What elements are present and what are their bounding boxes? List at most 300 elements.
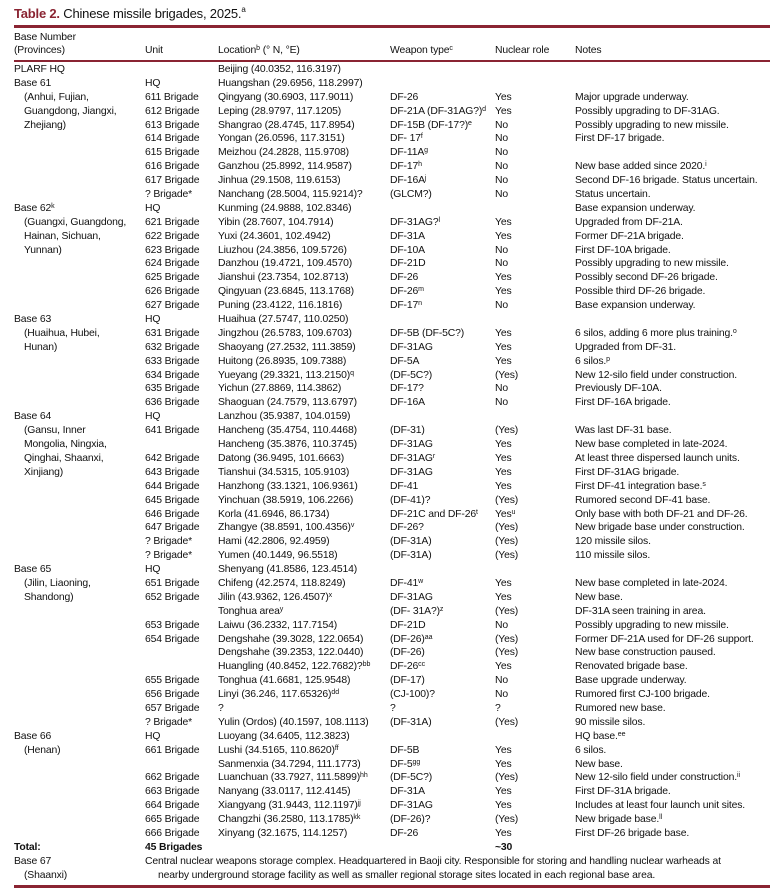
cell-unit [145, 605, 218, 619]
cell-base-number: Xinjiang) [24, 466, 64, 478]
cell-notes: First DF-41 integration base.$^s$ [575, 480, 706, 492]
cell-base-number: Base 67 [14, 855, 52, 867]
cell-nuclear-role: No [495, 244, 508, 256]
cell-unit [145, 646, 218, 660]
cell-base-number: (Guangxi, Guangdong, [24, 216, 127, 228]
cell-unit: 611 Brigade [145, 91, 199, 103]
cell-nuclear-role: Yes [495, 230, 512, 242]
cell-weapon-type: DF-15B (DF-17?)$^e$ [390, 119, 472, 131]
table-row [14, 369, 770, 383]
cell-nuclear-role: Yes [495, 105, 512, 117]
cell-notes: 120 missile silos. [575, 536, 651, 548]
cell-location: Yueyang (29.3321, 113.2150)$^q$ [218, 369, 355, 381]
cell-nuclear-role: Yes [495, 591, 512, 603]
cell-nuclear-role: Yes [495, 758, 512, 770]
cell-nuclear-role: No [495, 147, 508, 159]
cell-location: Beijing (40.0352, 116.3197) [218, 64, 341, 75]
cell-nuclear-role: No [495, 133, 508, 145]
cell-unit: 614 Brigade [145, 133, 200, 145]
cell-weapon-type: DF-26 [390, 91, 419, 103]
cell-spanning-note: nearby underground storage facility as well as smaller regional storage sites located in each regional base area. [158, 869, 656, 881]
cell-notes: DF-31A seen training in area. [575, 605, 706, 617]
cell-notes: Status uncertain. [575, 189, 651, 201]
cell-weapon-type: DF-31AG [390, 439, 433, 451]
table-row [14, 494, 770, 508]
cell-base-number: Base 66 [14, 730, 52, 742]
cell-unit: 621 Brigade [145, 216, 200, 228]
table-row [14, 799, 770, 813]
cell-weapon-type: DF-31AG?$^l$ [390, 216, 441, 228]
cell-unit: 615 Brigade [145, 147, 200, 159]
cell-nuclear-role: No [495, 300, 508, 312]
cell-nuclear-role [495, 313, 575, 327]
cell-notes: Rumored new base. [575, 702, 666, 714]
cell-weapon-type: $DF-31AG^r$ [390, 452, 436, 464]
column-header-base-line2: (Provinces) [14, 45, 65, 56]
cell-nuclear-role: No [495, 175, 508, 187]
cell-notes: First DF-31AG brigade. [575, 466, 680, 478]
cell-weapon-type [390, 841, 495, 855]
cell-nuclear-role: No [495, 258, 508, 270]
cell-unit: 657 Brigade [145, 702, 200, 714]
cell-weapon-type: DF-31AG [390, 800, 433, 812]
table-row [14, 63, 770, 77]
table-row [14, 271, 770, 285]
cell-weapon-type [390, 63, 495, 77]
cell-weapon-type: $DF-16A^j$ [390, 175, 427, 187]
table-row [14, 758, 770, 772]
cell-unit: 664 Brigade [145, 800, 200, 812]
table-row [14, 299, 770, 313]
cell-notes: Rumored second DF-41 base. [575, 494, 711, 506]
column-header-nuclear-role: Nuclear role [495, 45, 550, 56]
cell-unit: HQ [145, 202, 161, 214]
cell-weapon-type: DF-5B (DF-5C?) [390, 327, 465, 339]
cell-nuclear-role [495, 63, 575, 77]
cell-nuclear-role [495, 410, 575, 424]
cell-unit: 652 Brigade [145, 591, 200, 603]
table-row [14, 855, 770, 869]
table-title [14, 4, 770, 25]
cell-unit: 661 Brigade [145, 744, 200, 756]
cell-weapon-type: DF-41 [390, 480, 419, 492]
cell-weapon-type: $DF-26^{cc}$ [390, 661, 426, 673]
cell-unit: 644 Brigade [145, 480, 200, 492]
cell-location: Hancheng (35.3876, 110.3745) [218, 439, 357, 451]
cell-unit: 632 Brigade [145, 341, 200, 353]
cell-notes: New 12-silo field under construction. [575, 369, 737, 381]
cell-base-number [14, 633, 145, 647]
cell-weapon-type: DF-26 [390, 272, 419, 284]
cell-base-number: (Gansu, Inner [24, 425, 86, 437]
cell-nuclear-role: No [495, 189, 508, 201]
cell-notes: Former DF-21A brigade. [575, 230, 684, 242]
cell-notes: New base completed in late-2024. [575, 577, 728, 589]
cell-notes: New brigade base.$^{ll}$ [575, 814, 663, 826]
cell-location: Puning (23.4122, 116.1816) [218, 300, 343, 312]
table-row [14, 91, 770, 105]
cell-base-number [14, 257, 145, 271]
cell-location: Yuxi (24.3601, 102.4942) [218, 230, 331, 242]
cell-weapon-type: DF-41$^w$ [390, 577, 424, 589]
cell-notes: New base added since 2020.$^i$ [575, 161, 707, 173]
cell-location: Huangshan (29.6956, 118.2997) [218, 77, 363, 89]
cell-base-number [14, 813, 145, 827]
table-row [14, 716, 770, 730]
cell-base-number: Base 62$^k$ [14, 202, 55, 214]
cell-nuclear-role: (Yes) [495, 814, 519, 826]
cell-notes: New base. [575, 591, 623, 603]
cell-base-number: (Jilin, Liaoning, [24, 577, 91, 589]
cell-weapon-type: (DF-26) [390, 647, 425, 659]
cell-unit: 636 Brigade [145, 397, 200, 409]
cell-location: Yichun (27.8869, 114.3862) [218, 383, 342, 395]
cell-weapon-type: DF-10A [390, 244, 425, 256]
table-row [14, 452, 770, 466]
cell-notes: First DF-17 brigade. [575, 133, 665, 145]
cell-nuclear-role: Yes [495, 327, 512, 339]
table-row [14, 341, 770, 355]
cell-nuclear-role: ~30 [495, 841, 513, 853]
cell-base-number [14, 285, 145, 299]
cell-location: Yulin (Ordos) (40.1597, 108.1113) [218, 716, 369, 728]
table-row [14, 132, 770, 146]
cell-unit [145, 660, 218, 674]
cell-weapon-type [390, 202, 495, 216]
cell-nuclear-role: Yes [495, 216, 512, 228]
table-row [14, 508, 770, 522]
cell-unit: ? Brigade* [145, 550, 193, 562]
cell-notes: 90 missile silos. [575, 716, 646, 728]
cell-notes: New base. [575, 758, 623, 770]
cell-base-number: (Huaihua, Hubei, [24, 327, 100, 339]
cell-unit: HQ [145, 77, 161, 89]
cell-base-number [14, 174, 145, 188]
column-header-weapon-type: Weapon type$^c$ [390, 45, 453, 56]
cell-weapon-type: DF-21D [390, 619, 426, 631]
table-row [14, 285, 770, 299]
cell-base-number [14, 146, 145, 160]
cell-base-number: (Anhui, Fujian, [24, 91, 89, 103]
cell-notes [575, 146, 770, 160]
cell-weapon-type [390, 410, 495, 424]
cell-unit: 651 Brigade [145, 577, 200, 589]
cell-base-number [14, 382, 145, 396]
cell-nuclear-role: (Yes) [495, 536, 519, 548]
cell-notes: New 12-silo field under construction.$^{ii}$ [575, 772, 741, 784]
cell-nuclear-role: (Yes) [495, 425, 519, 437]
cell-location: Xinyang (32.1675, 114.1257) [218, 827, 348, 839]
cell-location: Huangling (40.8452, 122.7682)?$^{bb}$ [218, 661, 371, 673]
cell-unit: HQ [145, 314, 161, 326]
cell-location: ? [218, 702, 224, 714]
table-row [14, 160, 770, 174]
cell-base-number [14, 271, 145, 285]
cell-notes: First DF-26 brigade base. [575, 827, 690, 839]
cell-unit: 635 Brigade [145, 383, 200, 395]
cell-base-number: Base 61 [14, 77, 52, 89]
cell-base-number [14, 160, 145, 174]
cell-nuclear-role [495, 730, 575, 744]
cell-base-number: Base 64 [14, 411, 52, 423]
table-row [14, 702, 770, 716]
column-header-base-number [14, 31, 145, 57]
cell-location: Laiwu (36.2332, 117.7154) [218, 619, 338, 631]
cell-nuclear-role: (Yes) [495, 716, 519, 728]
cell-base-number: Base 65 [14, 564, 52, 576]
cell-notes: First DF-31A brigade. [575, 786, 671, 798]
cell-notes: Includes at least four launch unit sites. [575, 800, 746, 812]
cell-location: Hanzhong (33.1321, 106.9361) [218, 480, 358, 492]
cell-nuclear-role: (Yes) [495, 369, 519, 381]
cell-base-number: Mongolia, Ningxia, [24, 439, 107, 451]
cell-location: Dengshahe (39.2353, 122.0440) [218, 647, 364, 659]
cell-location: Datong (36.9495, 101.6663) [218, 452, 345, 464]
cell-weapon-type: (DF-41)? [390, 494, 431, 506]
cell-nuclear-role: No [495, 383, 508, 395]
table-row [14, 605, 770, 619]
cell-base-number [14, 799, 145, 813]
cell-location: Yumen (40.1449, 96.5518) [218, 550, 338, 562]
cell-unit: 633 Brigade [145, 355, 200, 367]
cell-weapon-type: DF-21D [390, 258, 426, 270]
cell-weapon-type: DF-16A [390, 397, 425, 409]
cell-weapon-type: DF-5B [390, 744, 420, 756]
cell-location: Liuzhou (24.3856, 109.5726) [218, 244, 347, 256]
cell-notes: HQ base.$^{ee}$ [575, 730, 626, 742]
table-row [14, 869, 770, 883]
cell-weapon-type: (DF- 31A?)$^z$ [390, 605, 444, 617]
cell-location: Qingyang (30.6903, 117.9011) [218, 91, 354, 103]
cell-unit: 627 Brigade [145, 300, 200, 312]
cell-location: Meizhou (24.2828, 115.9708) [218, 147, 349, 159]
cell-location: Xiangyang (31.9443, 112.1197)$^{jj}$ [218, 800, 361, 812]
cell-weapon-type: (DF-31A) [390, 536, 432, 548]
cell-base-number: Zhejiang) [24, 119, 66, 131]
cell-unit: 612 Brigade [145, 105, 200, 117]
cell-weapon-type [390, 563, 495, 577]
cell-nuclear-role: Yes [495, 466, 512, 478]
table-number-label: Table 2. [14, 6, 60, 21]
table-row [14, 77, 770, 91]
cell-nuclear-role: (Yes) [495, 647, 519, 659]
table-row [14, 563, 770, 577]
cell-nuclear-role [495, 563, 575, 577]
cell-weapon-type: DF-21A (DF-31AG?)$^d$ [390, 105, 487, 117]
cell-location: Luoyang (34.6405, 112.3823) [218, 730, 350, 742]
cell-nuclear-role [495, 77, 575, 91]
cell-notes: First DF-10A brigade. [575, 244, 671, 256]
cell-nuclear-role: Yes [495, 452, 512, 464]
cell-notes: Renovated brigade base. [575, 661, 688, 673]
cell-base-number [14, 619, 145, 633]
cell-unit: 616 Brigade [145, 161, 200, 173]
cell-notes: Upgraded from DF-21A. [575, 216, 683, 228]
cell-nuclear-role [495, 202, 575, 216]
cell-base-number [14, 646, 145, 660]
cell-location: Nanyang (33.0117, 112.4145) [218, 786, 351, 798]
table-row [14, 105, 770, 119]
cell-nuclear-role: Yes [495, 827, 512, 839]
cell-base-number: Hainan, Sichuan, [24, 230, 101, 242]
cell-unit: ? Brigade* [145, 189, 193, 201]
cell-notes: Possibly upgrading to new missile. [575, 119, 729, 131]
cell-weapon-type: DF-31AG [390, 591, 433, 603]
cell-unit: ? Brigade* [145, 716, 193, 728]
cell-location: Kunming (24.9888, 102.8346) [218, 202, 352, 214]
cell-location: Shaoguan (24.7579, 113.6797) [218, 397, 357, 409]
cell-unit: 641 Brigade [145, 425, 200, 437]
table-row [14, 688, 770, 702]
table-row [14, 813, 770, 827]
table-row [14, 174, 770, 188]
cell-location: Nanchang (28.5004, 115.9214)? [218, 189, 363, 201]
cell-notes: Previously DF-10A. [575, 383, 662, 395]
cell-weapon-type: DF-31AG [390, 466, 433, 478]
cell-location: Jinhua (29.1508, 119.6153) [218, 175, 341, 187]
table-row [14, 230, 770, 244]
cell-weapon-type: ? [390, 702, 396, 714]
table-caption: Chinese missile brigades, 2025.$^a$ [59, 5, 246, 21]
table-row [14, 480, 770, 494]
cell-notes: Possibly second DF-26 brigade. [575, 272, 718, 284]
cell-unit: 623 Brigade [145, 244, 200, 256]
cell-nuclear-role: (Yes) [495, 494, 519, 506]
cell-notes: New base construction paused. [575, 647, 716, 659]
cell-weapon-type: (DF-26)? [390, 814, 431, 826]
table-row [14, 424, 770, 438]
cell-notes [575, 841, 770, 855]
cell-base-number [14, 355, 145, 369]
cell-unit: 655 Brigade [145, 675, 200, 687]
cell-notes: Base expansion underway. [575, 300, 696, 312]
cell-weapon-type: $DF-11A^g$ [390, 147, 429, 159]
column-header-location: Location$^b$ (° N, °E) [218, 45, 300, 56]
cell-location: Jianshui (23.7354, 102.8713) [218, 272, 349, 284]
cell-weapon-type: DF-31AG [390, 341, 433, 353]
cell-location: Yibin (28.7607, 104.7914) [218, 216, 334, 228]
table-row [14, 674, 770, 688]
cell-weapon-type: (DF-31) [390, 425, 425, 437]
cell-notes [575, 563, 770, 577]
cell-nuclear-role: (Yes) [495, 772, 519, 784]
cell-base-number [14, 494, 145, 508]
table-row [14, 619, 770, 633]
cell-location: Changzhi (36.2580, 113.1785)$^{kk}$ [218, 814, 361, 826]
table-row [14, 216, 770, 230]
cell-base-number [14, 771, 145, 785]
cell-location: Hami (42.2806, 92.4959) [218, 536, 330, 548]
cell-notes [575, 410, 770, 424]
cell-location: Sanmenxia (34.7294, 111.1773) [218, 758, 361, 770]
cell-base-number [14, 299, 145, 313]
cell-unit: ? Brigade* [145, 536, 193, 548]
cell-unit: 624 Brigade [145, 258, 200, 270]
cell-unit [145, 438, 218, 452]
cell-notes [575, 313, 770, 327]
cell-nuclear-role: (Yes) [495, 605, 519, 617]
cell-base-number [14, 508, 145, 522]
cell-nuclear-role: (Yes) [495, 522, 519, 534]
table-row [14, 549, 770, 563]
cell-base-number [14, 188, 145, 202]
cell-weapon-type [390, 77, 495, 91]
cell-nuclear-role: Yes [495, 661, 512, 673]
table-row [14, 466, 770, 480]
cell-base-number: Hunan) [24, 341, 58, 353]
cell-nuclear-role: Yes [495, 786, 512, 798]
cell-nuclear-role: Yes [495, 439, 512, 451]
cell-unit: 626 Brigade [145, 286, 200, 298]
cell-location: Huaihua (27.5747, 110.0250) [218, 314, 349, 326]
cell-weapon-type: (DF-17) [390, 675, 425, 687]
cell-notes: Possibly upgrading to new missile. [575, 258, 729, 270]
column-header-unit: Unit [145, 45, 163, 56]
cell-nuclear-role: No [495, 619, 508, 631]
cell-notes: At least three dispersed launch units. [575, 452, 740, 464]
cell-unit: HQ [145, 564, 161, 576]
cell-nuclear-role: Yes [495, 91, 512, 103]
cell-unit [145, 758, 218, 772]
cell-unit: 634 Brigade [145, 369, 200, 381]
cell-base-number: Total: [14, 841, 41, 853]
cell-base-number: Shandong) [24, 591, 74, 603]
cell-base-number [14, 716, 145, 730]
cell-location: Tonghua area$^y$ [218, 605, 284, 617]
cell-weapon-type: $(DF-26)^{aa}$ [390, 633, 433, 645]
table-row [14, 146, 770, 160]
cell-location: Qingyuan (23.6845, 113.1768) [218, 286, 354, 298]
cell-base-number: Yunnan) [24, 244, 62, 256]
cell-base-number [14, 605, 145, 619]
cell-nuclear-role: No [495, 675, 508, 687]
cell-unit: 666 Brigade [145, 827, 200, 839]
cell-base-number [14, 660, 145, 674]
cell-notes [575, 63, 770, 77]
cell-notes: Possibly upgrading to DF-31AG. [575, 105, 720, 117]
cell-unit: 662 Brigade [145, 772, 200, 784]
cell-weapon-type: $DF-5^{gg}$ [390, 758, 421, 770]
table-row [14, 633, 770, 647]
cell-notes: Possibly upgrading to new missile. [575, 619, 729, 631]
cell-unit: 646 Brigade [145, 508, 200, 520]
cell-unit [145, 63, 218, 77]
cell-weapon-type: DF-31A [390, 786, 425, 798]
cell-base-number [14, 702, 145, 716]
cell-nuclear-role: Yes [495, 480, 512, 492]
cell-base-number [14, 785, 145, 799]
cell-base-number [14, 521, 145, 535]
cell-weapon-type [390, 313, 495, 327]
cell-location: Lushi (34.5165, 110.8620)$^{ff}$ [218, 744, 339, 756]
cell-unit: 643 Brigade [145, 466, 200, 478]
cell-spanning-note: Central nuclear weapons storage complex. Headquartered in Baoji city. Responsible for storing and handling nuclear warheads at [145, 855, 721, 867]
table-row [14, 827, 770, 841]
table-row [14, 841, 770, 855]
table-row [14, 730, 770, 744]
cell-weapon-type: DF-26$^m$ [390, 286, 424, 298]
cell-notes: Upgraded from DF-31. [575, 341, 676, 353]
cell-base-number [14, 396, 145, 410]
cell-location: Danzhou (19.4721, 109.4570) [218, 258, 353, 270]
cell-base-number: (Shaanxi) [24, 869, 68, 881]
cell-weapon-type: (CJ-100)? [390, 689, 435, 701]
cell-unit: 613 Brigade [145, 119, 200, 131]
cell-weapon-type: DF- 17$^f$ [390, 133, 423, 145]
table-row [14, 382, 770, 396]
cell-unit: HQ [145, 411, 161, 423]
column-header-base-line1: Base Number [14, 32, 76, 43]
